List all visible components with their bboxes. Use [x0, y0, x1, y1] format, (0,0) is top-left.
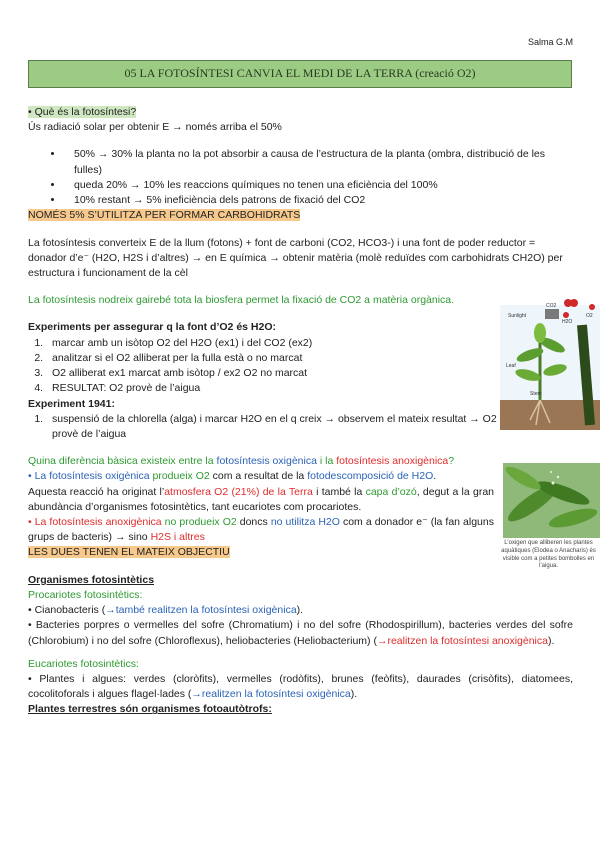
text-part: no produeix O2	[161, 516, 237, 529]
cyanobacteria-line	[28, 603, 573, 618]
text-part: →realitzen la fotosíntesi anoxigènica	[376, 634, 548, 647]
text-part: i també la	[312, 485, 366, 498]
list-item: • 10% restant → 5% ineficiència dels patrons de fixació del CO2	[64, 193, 573, 208]
plant-diagram-svg	[500, 295, 600, 430]
list-item: • 50% → 30% la planta no la pot absorbir a causa de l’estructura de la planta (ombra, distribució de les fulles)	[64, 147, 573, 177]
text-part: com a donador e⁻ (la fan alguns grups de bacteris) → sino	[28, 516, 494, 544]
text-part: H2S i altres	[150, 531, 205, 544]
q-part: i la	[316, 455, 337, 468]
author-name: Salma G.M	[527, 37, 573, 47]
text-part: com a resultat de la	[209, 470, 308, 483]
list-item: 1. suspensió de la chlorella (alga) i marcar H2O en el q creix → observem el mateix resultat → O2 provè de l’aigua	[46, 412, 512, 442]
label-stem: Stem	[530, 391, 542, 397]
green-line: La fotosíntesis nodreix gairebé tota la biosfera permet la fixació de CO2 a matèria orgànica.	[28, 294, 455, 307]
list-item: • queda 20% → 10% les reaccions químiques no tenen una eficiència del 100%	[64, 178, 573, 193]
text-part: ).	[296, 604, 304, 617]
q-part: fotosíntesis oxigènica	[216, 455, 317, 468]
text-part: , degut a la gran abundància d’organismes fotosintètics, tant eucariotes com procariotes.	[28, 485, 494, 513]
text-part: ).	[547, 634, 555, 647]
same-objective: LES DUES TENEN EL MATEIX OBJECTIU	[28, 546, 230, 559]
experiment-1941-heading: Experiment 1941:	[28, 397, 115, 410]
eukaryotes-line	[28, 672, 573, 702]
text-part: →realitzen la fotosíntesi oxigènica	[191, 688, 351, 701]
para-photosynthesis: La fotosíntesis converteix E de la llum (fotons) + font de carboni (CO2, HCO3-) i una font de poder reductor = donador d’e⁻ (H2O, H2S i d’altres) → en E química → obtenir matèria (molè reduïdes com carbohidrats CH2O) per estructura i funcionament de la cèl	[28, 236, 563, 279]
text-part: →també realitzen la fotosíntesi oxigènica	[105, 604, 297, 617]
text-part: • Bacteries porpres o vermelles del sofre (Chromatium) i no del sofre (Rhodospirillum), bacteries verdes del sofre (Chlorobium) i no del sofre (Chloroflexus), heliobacteries (Heliobacterium) (	[28, 619, 573, 647]
text-part: • La fotosíntesis anoxigènica	[28, 516, 162, 529]
terrestrial-plants-line: Plantes terrestres són organismes fotoautòtrofs:	[28, 703, 272, 716]
text-part: .	[433, 470, 437, 483]
aquatic-plant-photo	[503, 463, 600, 538]
experiments-list	[28, 336, 512, 397]
text-part: • La fotosíntesis oxigènica	[28, 470, 150, 483]
list-item: 4. RESULTAT: O2 provè de l’aigua	[46, 381, 512, 396]
anoxygenic-paragraph	[28, 515, 494, 545]
text-part: capa d’ozó	[365, 485, 417, 498]
text-part: fotodescomposició de H2O	[307, 470, 434, 483]
text-part: • Plantes i algues: verdes (cloròfits), vermelles (rodòfits), brunes (feòfits), daurades (crisòfits), diatomees, cocolitoforals i algues flagel·lades (	[28, 673, 573, 701]
text-part: atmosfera O2 (21%) de la Terra	[164, 485, 313, 498]
list-item: 1. marcar amb un isòtop O2 del H2O (ex1) i del CO2 (ex2)	[46, 336, 512, 351]
intro-line: Ús radiació solar per obtenir E → només arriba el 50%	[28, 121, 282, 134]
list-item: 2. analitzar si el O2 alliberat per la fulla està o no marcat	[46, 351, 512, 366]
plant-diagram	[500, 295, 600, 430]
oxygenic-paragraph	[28, 469, 494, 515]
q-part: Quina diferència bàsica existeix entre la	[28, 455, 217, 468]
q-part: ?	[448, 455, 455, 468]
intro-question: • Què és la fotosíntesi?	[28, 106, 137, 118]
aquatic-plant-svg	[503, 463, 600, 538]
experiments-heading: Experiments per assegurar q la font d’O2 és H2O:	[28, 321, 276, 334]
text-part: ).	[350, 688, 358, 701]
label-sunlight: Sunlight	[508, 313, 527, 319]
label-co2: CO2	[546, 303, 557, 309]
page-title	[28, 60, 572, 88]
text-part: Aquesta reacció ha originat l’	[28, 485, 165, 498]
difference-question	[28, 454, 494, 469]
figure-caption: L’oxigen que alliberen les plantes aquàtiques (Elodea o Anacharis) és visible com a petites bombolles en l’aigua.	[501, 540, 596, 570]
label-o2: O2	[586, 313, 593, 319]
text-part: doncs	[236, 516, 271, 529]
intro-highlight: NOMÉS 5% S’UTILITZA PER FORMAR CARBOHIDRATS	[28, 209, 301, 222]
text-part: produeix O2	[149, 470, 210, 483]
bacteria-line	[28, 618, 573, 648]
label-leaf: Leaf	[506, 363, 516, 369]
experiment-1941-list	[28, 412, 512, 442]
text-part: no utilitza H2O	[270, 516, 340, 529]
oxygen-molecule-icon	[589, 304, 595, 310]
water-molecule-icon	[563, 312, 569, 318]
intro-bullets	[28, 147, 573, 208]
q-part: fotosíntesis anoxigènica	[336, 455, 449, 468]
prokaryotes-heading: Procariotes fotosintètics:	[28, 588, 143, 601]
list-item: 3. O2 alliberat ex1 marcat amb isòtop / ex2 O2 no marcat	[46, 366, 512, 381]
eukaryotes-heading: Eucariotes fotosintètics:	[28, 657, 139, 670]
label-h2o: H2O	[562, 319, 573, 325]
text-part: • Cianobacteris (	[28, 604, 106, 617]
document-body	[28, 105, 573, 718]
organisms-heading: Organismes fotosintètics	[28, 573, 155, 586]
page-title-text: 05 LA FOTOSÍNTESI CANVIA EL MEDI DE LA TERRA (creació O2)	[124, 66, 476, 81]
oxygen-molecule-icon	[570, 299, 578, 307]
co2-box	[545, 309, 559, 319]
